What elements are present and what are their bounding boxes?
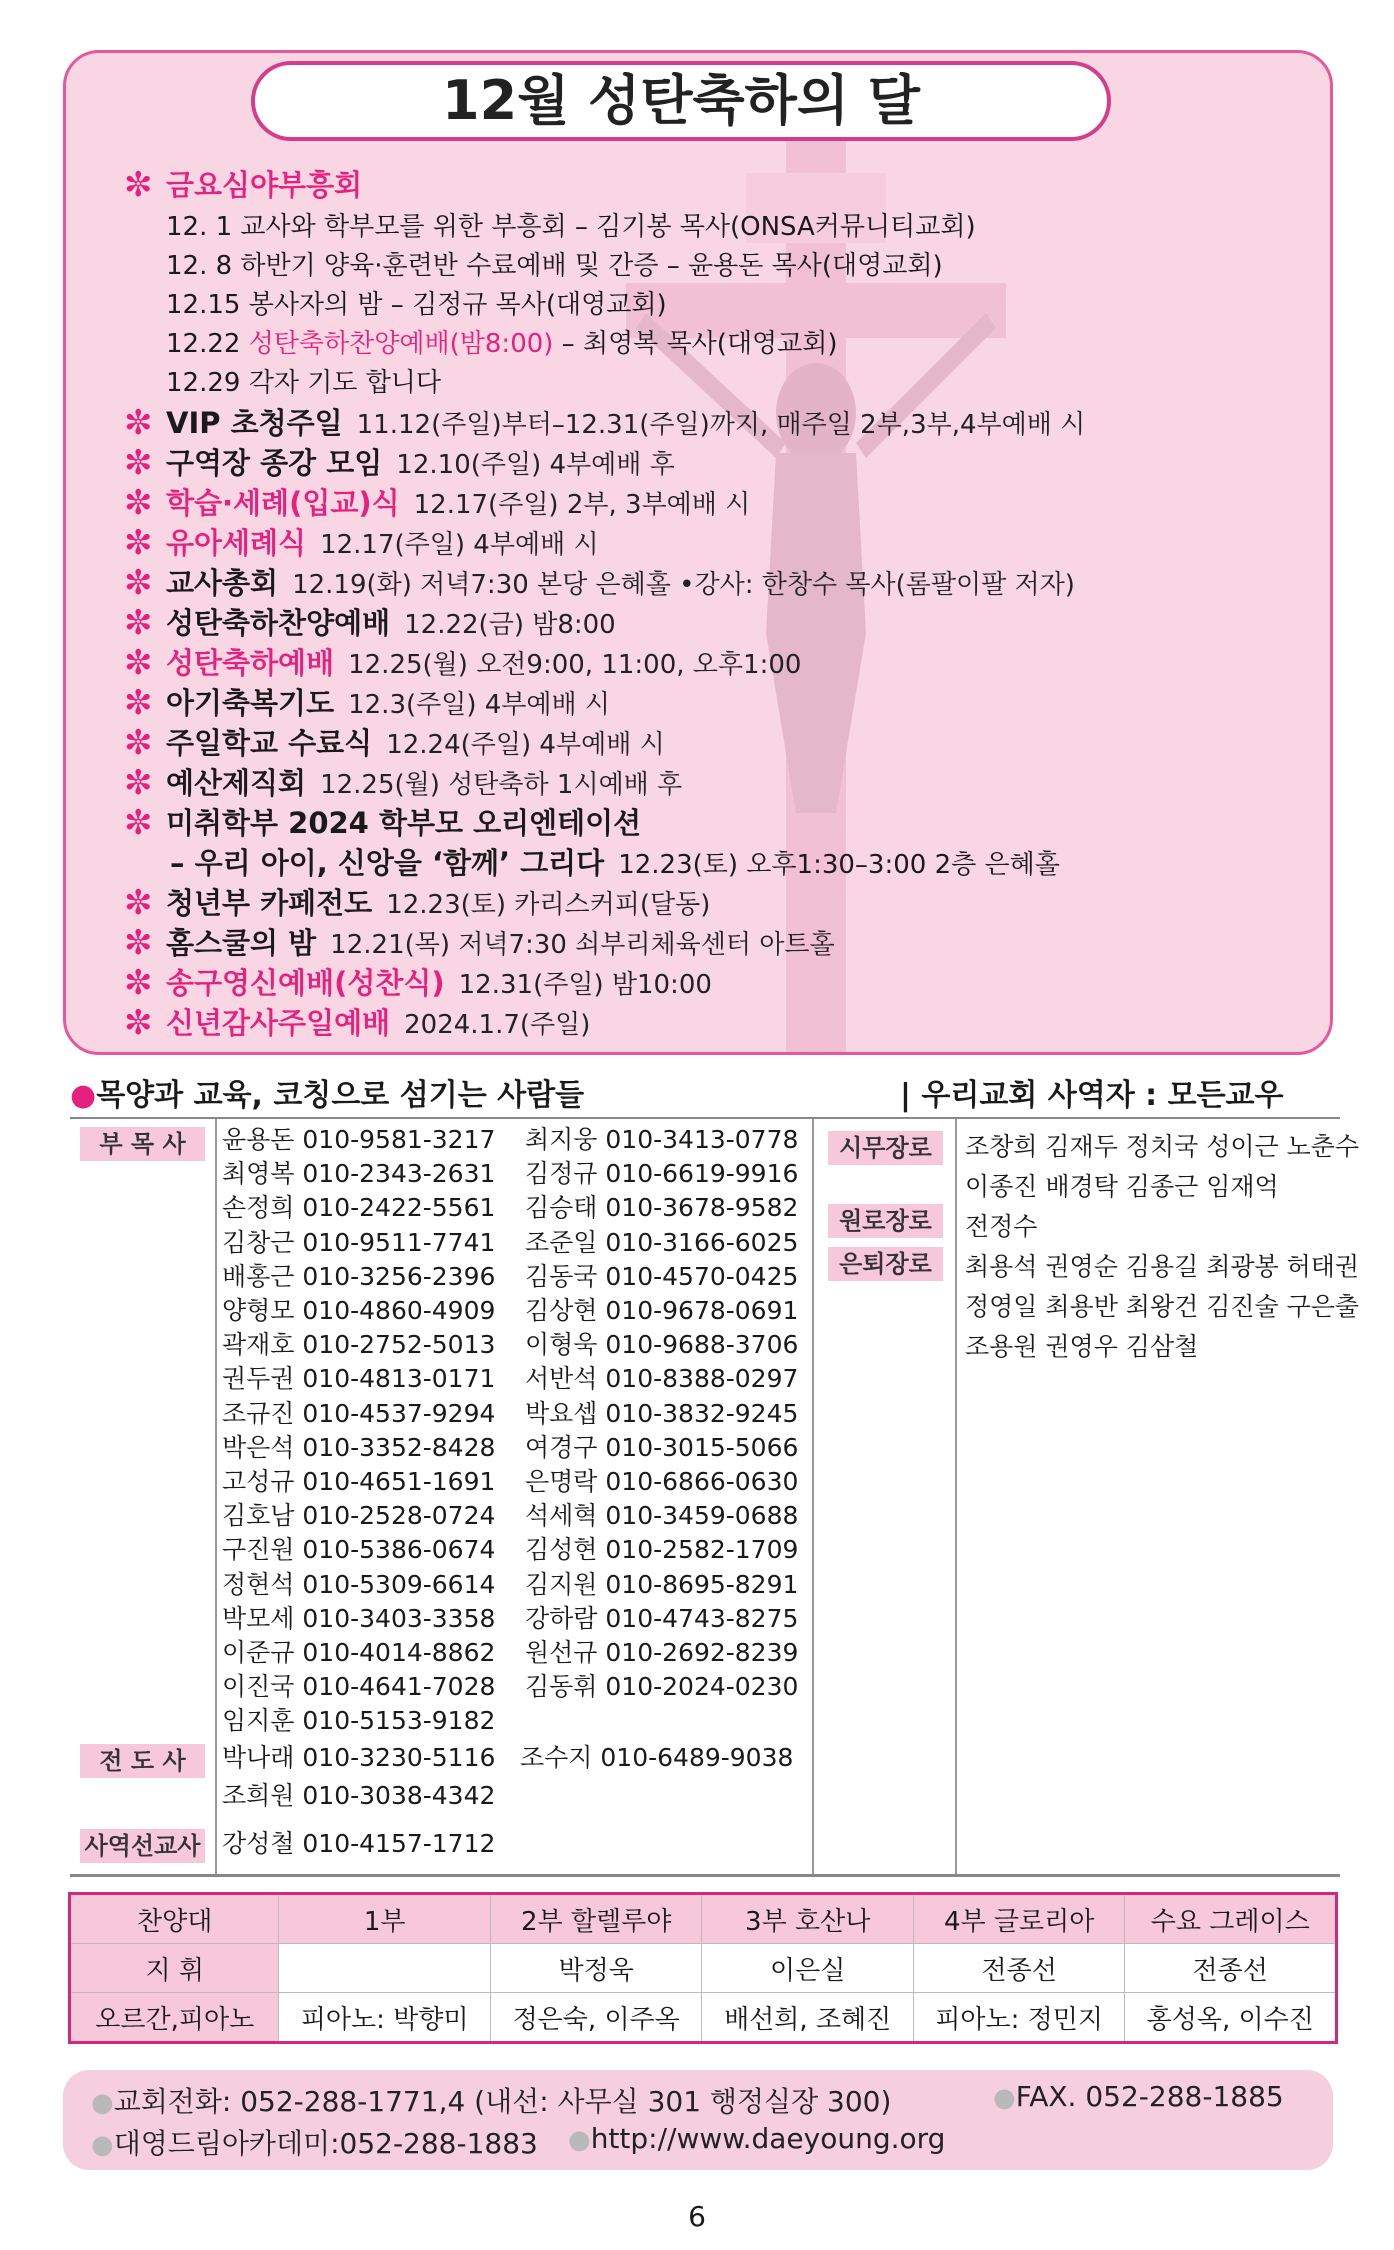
table-cell: 피아노: 정민지 [913,1993,1125,2043]
table-cell [279,1944,491,1993]
staff-entry: 이진국 010-4641-7028 [222,1672,496,1702]
staff-entry: 고성규 010-4651-1691 [222,1467,496,1496]
staff-entry: 김지원 010-8695-8291 [525,1569,799,1599]
flower-bullet-icon: ✼ [124,1003,153,1043]
staff-entry: 임지훈 010-5153-9182 [222,1706,496,1736]
event-item: 신년감사주일예배 2024.1.7(주일) [166,1006,591,1040]
table-header-cell: 2부 할렐루야 [490,1894,702,1944]
column-divider [955,1119,957,1874]
flower-bullet-icon: ✼ [124,883,153,923]
staff-entry: 정현석 010-5309-6614 [222,1569,496,1599]
staff-entry: 최지웅 010-3413-0778 [525,1125,799,1154]
staff-entry: 김동휘 010-2024-0230 [525,1672,799,1702]
staff-entry: 곽재호 010-2752-5013 [222,1330,496,1360]
event-item: 유아세례식 12.17(주일) 4부예배 시 [166,526,599,560]
column-divider [812,1119,814,1874]
staff-directory [70,1117,1360,1877]
flower-bullet-icon: ✼ [124,523,153,563]
table-cell: 박정욱 [490,1944,702,1993]
staff-entry: 조희원 010-3038-4342 [222,1781,496,1810]
contact-fax: ●FAX. 052-288-1885 [993,2080,1284,2113]
flower-bullet-icon: ✼ [124,963,153,1003]
event-item: 학습·세례(입교)식 12.17(주일) 2부, 3부예배 시 [166,486,751,520]
flower-bullet-icon: ✼ [124,643,153,683]
event-item: VIP 초청주일 11.12(주일)부터–12.31(주일)까지, 매주일 2부,3부,4부예배 시 [166,406,1086,440]
table-row [70,1993,1337,2043]
staff-entry: 박모세 010-3403-3358 [222,1603,496,1633]
elder-names: 최용석 권영순 김용길 최광봉 허태권 [965,1252,1360,1281]
table-header-cell: 찬양대 [70,1894,279,1944]
staff-entry: 양형모 010-4860-4909 [222,1296,496,1325]
staff-entry: 손정희 010-2422-5561 [222,1193,496,1223]
event-item: 교사총회 12.19(화) 저녁7:30 본당 은혜홀 •강사: 한창수 목사(롬팔이팔 저자) [166,566,1075,600]
staff-entry: 김정규 010-6619-9916 [525,1159,799,1189]
elder-names: 이종진 배경탁 김종근 임재억 [965,1172,1279,1201]
role-label-evangelist: 전 도 사 [80,1744,205,1778]
staff-entry: 박은석 010-3352-8428 [222,1432,496,1462]
elder-names: 정영일 최용반 최왕건 김진술 구은출 [965,1292,1360,1321]
staff-entry: 윤용돈 010-9581-3217 [222,1125,496,1154]
elder-names: 전정수 [965,1212,1038,1241]
table-header-cell: 3부 호산나 [702,1894,914,1944]
staff-entry: 은명락 010-6866-0630 [525,1467,799,1496]
flower-bullet-icon: ✼ [124,563,153,603]
table-header-row [70,1894,1337,1944]
staff-entry: 김상현 010-9678-0691 [525,1296,799,1325]
flower-bullet-icon: ✼ [124,603,153,643]
bullet-dot-icon: ● [993,2083,1016,2113]
flower-bullet-icon: ✼ [124,443,153,483]
flower-bullet-icon: ✼ [124,403,153,443]
revival-item: 12.29 각자 기도 합니다 [166,368,442,398]
event-item: 구역장 종강 모임 12.10(주일) 4부예배 후 [166,446,675,480]
staff-entry: 이형욱 010-9688-3706 [525,1330,799,1360]
table-header-cell: 4부 글로리아 [913,1894,1125,1944]
staff-entry: 김창근 010-9511-7741 [222,1227,496,1257]
staff-entry: 여경구 010-3015-5066 [525,1432,799,1462]
table-row [70,1944,1337,1993]
staff-entry: 조준일 010-3166-6025 [525,1227,799,1257]
staff-entry: 이준규 010-4014-8862 [222,1638,496,1667]
table-cell: 정은숙, 이주옥 [490,1993,702,2043]
table-cell: 전종선 [913,1944,1125,1993]
table-cell: 피아노: 박향미 [279,1993,491,2043]
contact-academy: ●대영드림아카데미:052-288-1883 [91,2127,538,2160]
staff-entry: 원선규 010-2692-8239 [525,1638,799,1667]
staff-entry: 조규진 010-4537-9294 [222,1398,496,1428]
staff-entry: 박요셉 010-3832-9245 [525,1398,799,1428]
staff-entry: 배홍근 010-3256-2396 [222,1261,496,1291]
event-continuation: – 우리 아이, 신앙을 ‘함께’ 그리다 12.23(토) 오후1:30–3:00 2층 은혜홀 [170,846,1060,880]
table-cell: 홍성옥, 이수진 [1125,1993,1337,2043]
contact-phone: ●교회전화: 052-288-1771,4 (내선: 사무실 301 행정실장 300) [91,2085,892,2118]
staff-entry: 김승태 010-3678-9582 [525,1193,799,1223]
table-header-cell: 1부 [279,1894,491,1944]
event-item: 아기축복기도 12.3(주일) 4부예배 시 [166,686,611,720]
event-item: 미취학부 2024 학부모 오리엔테이션 [166,806,642,840]
staff-entry: 최영복 010-2343-2631 [222,1159,496,1189]
staff-entry: 김호남 010-2528-0724 [222,1501,496,1531]
december-events-box [63,50,1333,1055]
revival-item: 12.22 성탄축하찬양예배(밤8:00) – 최영복 목사(대영교회) [166,329,838,359]
staff-entry: 강성철 010-4157-1712 [222,1829,496,1858]
event-title: 금요심야부흥회 [166,168,363,202]
role-label-missionary: 사역선교사 [80,1829,205,1863]
table-header-cell: 수요 그레이스 [1125,1894,1337,1944]
event-item: 송구영신예배(성찬식) 12.31(주일) 밤10:00 [166,966,712,1000]
role-label-emeritus-elder: 원로장로 [828,1204,943,1238]
staff-entry: 조수지 010-6489-9038 [520,1743,794,1772]
revival-item: 12. 8 하반기 양육·훈련반 수료예배 및 간증 – 윤용돈 목사(대영교회) [166,251,943,281]
table-cell: 전종선 [1125,1944,1337,1993]
flower-bullet-icon: ✼ [124,165,153,205]
staff-entry: 김동국 010-4570-0425 [525,1261,799,1291]
flower-bullet-icon: ✼ [124,483,153,523]
role-label-senior-elder: 시무장로 [828,1131,943,1165]
table-row-header: 지 휘 [70,1944,279,1993]
page-title: 12월 성탄축하의 달 [251,61,1111,141]
flower-bullet-icon: ✼ [124,923,153,963]
event-item: 홈스쿨의 밤 12.21(목) 저녁7:30 쇠부리체육센터 아트홀 [166,926,835,960]
table-cell: 이은실 [702,1944,914,1993]
staff-entry: 서반석 010-8388-0297 [525,1364,799,1394]
bullet-dot-icon: ● [91,2088,114,2118]
column-divider [215,1119,217,1874]
website-link[interactable]: ●http://www.daeyoung.org [568,2122,946,2155]
role-label-retired-elder: 은퇴장로 [828,1247,943,1281]
staff-entry: 김성현 010-2582-1709 [525,1535,799,1565]
bullet-dot-icon: ● [91,2130,114,2160]
page-number: 6 [688,2200,706,2233]
choir-table [68,1892,1338,2044]
event-item: 성탄축하예배 12.25(월) 오전9:00, 11:00, 오후1:00 [166,646,802,680]
event-item: 주일학교 수료식 12.24(주일) 4부예배 시 [166,726,665,760]
revival-item: 12. 1 교사와 학부모를 위한 부흥회 – 김기봉 목사(ONSA커뮤니티교회) [166,212,976,242]
staff-entry: 구진원 010-5386-0674 [222,1535,496,1565]
event-item: 청년부 카페전도 12.23(토) 카리스커피(달동) [166,886,711,920]
event-item: 성탄축하찬양예배 12.22(금) 밤8:00 [166,606,616,640]
contact-info-box [63,2070,1333,2170]
role-label-associate-pastor: 부 목 사 [80,1127,205,1161]
elder-names: 조용원 권영우 김삼철 [965,1332,1199,1361]
staff-entry: 박나래 010-3230-5116 [222,1743,496,1772]
bullet-dot-icon: ● [70,1078,97,1113]
bullet-dot-icon: ● [568,2125,591,2155]
table-row-header: 오르간,피아노 [70,1993,279,2043]
flower-bullet-icon: ✼ [124,803,153,843]
table-cell: 배선희, 조혜진 [702,1993,914,2043]
revival-item: 12.15 봉사자의 밤 – 김정규 목사(대영교회) [166,290,667,320]
staff-entry: 강하람 010-4743-8275 [525,1603,799,1633]
staff-entry: 석세혁 010-3459-0688 [525,1501,799,1531]
flower-bullet-icon: ✼ [124,723,153,763]
flower-bullet-icon: ✼ [124,763,153,803]
staff-entry: 권두권 010-4813-0171 [222,1364,496,1394]
elder-names: 조창희 김재두 정치국 성이근 노춘수 [965,1132,1360,1161]
staff-section-heading: ●목양과 교육, 코칭으로 섬기는 사람들 [70,1078,585,1113]
staff-section-subheading: | 우리교회 사역자 : 모든교우 [900,1078,1284,1113]
flower-bullet-icon: ✼ [124,683,153,723]
event-item: 예산제직회 12.25(월) 성탄축하 1시예배 후 [166,766,683,800]
